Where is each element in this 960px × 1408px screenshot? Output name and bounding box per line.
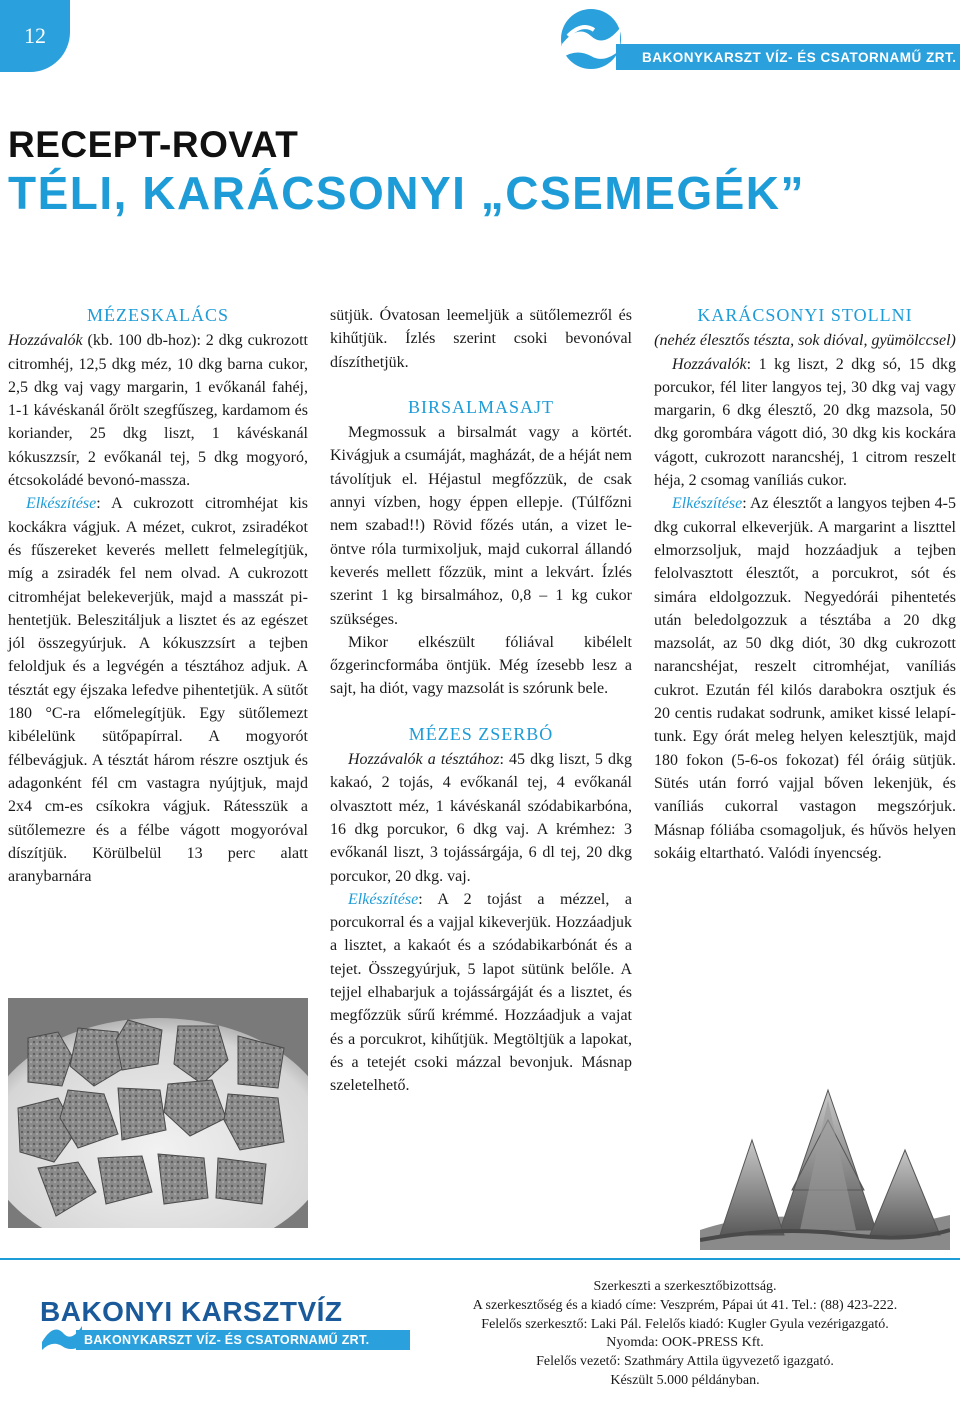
birsal-paragraph-1: Megmossuk a birsalmát vagy a körtét. Kivágjuk a csumáját, magházát, de a héját nem távolítjuk el. Héjastul megfőzzük, de csak annyi vízben, hogy éppen ellepje. (Túlfőzni nem szabad!!) Rövid főzés után, a vizet leöntve róla turmixoljuk, majd cukorral állandó keverés mellett főzzük, mint a lekvárt. Ízlés szerint 1 kg birsalmához, 0,8 – 1 kg cukor szükséges. xyxy=(330,424,632,628)
imprint-line: Szerkeszti a szerkesztőbizottság. xyxy=(593,1279,777,1294)
zserbo-method-paragraph xyxy=(330,888,632,1098)
continuation-paragraph: sütjük. Óvatosan leemeljük a sütőlemezről és kihűtjük. Ízlés szerint csoki bevonóval díszíthetjük. xyxy=(330,307,632,371)
zserbo-method-label: Elkészítése xyxy=(348,890,419,908)
imprint-line: A szerkesztőség és a kiadó címe: Veszprém, Pápai út 41. Tel.: (88) 423-222. xyxy=(472,1297,898,1313)
stollni-ingredients-label: Hozzávalók xyxy=(672,355,747,373)
recipe-heading-stollni: KARÁCSONYI STOLLNI xyxy=(697,305,913,325)
page-title: TÉLI, KARÁCSONYI „CSEMEGÉK” xyxy=(8,167,806,219)
page-number: 12 xyxy=(0,0,70,72)
imprint-line: Nyomda: OOK-PRESS Kft. xyxy=(606,1335,764,1351)
stollni-ingredients-paragraph xyxy=(654,353,956,493)
zserbo-ingredients-text: : 45 dkg liszt, 5 dkg kakaó, 2 tojás, 4 evőkanál tej, 4 evőkanál olvasztott méz, 1 kávéskanál szódabikarbóna, 16 dkg porcukor, 6 dkg vaj. A krémhez: 3 evőkanál liszt, 3 tojássárgája, 6 dl tej, 20 dkg porcukor, 20 dkg. vaj. xyxy=(330,751,633,885)
recipe-heading-birsalmasajt: BIRSALMASAJT xyxy=(407,396,555,417)
recipe-heading-mezeskalacs: MÉZESKALÁCS xyxy=(86,305,229,325)
stollni-method-paragraph xyxy=(654,492,956,865)
method-label: Elkészítése xyxy=(26,495,97,513)
column-stollni xyxy=(654,304,956,865)
stollni-method-text: : Az élesztőt a langyos tejben 4-5 dkg cukorral elkeverjük. A margarint a liszttel elmorzsoljuk, majd hozzáadjuk a tejben felolvasztott élesztőt, a porcukrot, sót és simára eldolgozzuk. Negyedórái pihentetés után beledolgozzuk a tésztába a 20 dkg mazsolát, az 50 dkg diót, 30 dkg cukrozott narancshéjat, reszelt citromhéjat, vaníliás cukrot. Ezután fél kilós darabokra osztjuk és 20 centis rudakat sodrunk, amiket kissé lelapítunk. Egy órát meleg helyen kelesztjük, majd 180 fokon (5-6-os fokozat) fél óráig sütjük. Sütés után forró vajjal bőven lekenjük, és vaníliás cukorral vastagon megszórjuk. Másnap fóliába csomagoljuk, és hűvös helyen sokáig eltartható. Valódi ínyencség. xyxy=(654,495,956,862)
column-mezeskalacs xyxy=(8,304,308,888)
method-text: : A cukrozott citromhéjat kis kockákra vágjuk. A mézet, cukrot, zsiradékot és fűszereket keverés mellett felmelegítjük, míg a zsiradék fel nem olvad. A cukrozott citromhéjat belekeverjük, majd a masszát pihentetjük. Beleszitáljuk a lisztet és az egészet jól összegyúrjuk. A kókuszzsírt a tejben feloldjuk és a legvégén a tésztához adjuk. A tésztát egy éjszaka lefedve pihentetjük. A sütőt 180 °C-ra előmelegítjük. Egy sütőlemezt kibélelünk sütőpapírral. A mogyorót félbevágjuk. A tésztát három részre osztjuk és adagonként fél cm vastagra nyújtjuk, majd 2x4 cm-es csíkokra vágjuk. Rátesszük a sütőlemezre és a félbe vágott mogyoróval díszítjük. Körülbelül 13 perc alatt aranybarnára xyxy=(8,495,308,886)
ingredients-paragraph xyxy=(8,329,308,492)
imprint xyxy=(420,1278,950,1391)
footer-logo-bar: BAKONYKARSZT VÍZ- ÉS CSATORNAMŰ ZRT. xyxy=(76,1330,410,1350)
imprint-line: Felelős szerkesztő: Laki Pál. Felelős kiadó: Kugler Gyula vezérigazgató. xyxy=(481,1316,889,1332)
method-paragraph xyxy=(8,492,308,888)
footer-logo-title: BAKONYI KARSZTVÍZ xyxy=(40,1296,343,1327)
zserbo-ingredients-label: Hozzávalók a tésztához xyxy=(348,751,500,769)
zserbo-ingredients-paragraph xyxy=(330,748,632,888)
christmas-trees-illustration xyxy=(700,1080,950,1250)
imprint-line: Felelős vezető: Szathmáry Attila ügyvezető igazgató. xyxy=(536,1354,834,1370)
column-birsalma-zserbo xyxy=(330,304,632,1098)
stollni-method-label: Elkészítése xyxy=(672,495,743,513)
ingredients-text: (kb. 100 db-hoz): 2 dkg cukrozott citromhéj, 12,5 dkg méz, 10 dkg barna cukor, 2,5 dkg vaj vagy margarin, 1 evőkanál fahéj, 1-1 kávéskanál őrölt szegfűszeg, kardamom és koriander, 25 dkg liszt, 1 kávéskanál kókuszzsír, 2 evőkanál tej, 5 dkg mogyoró, étcsokoládé bevonó-massza. xyxy=(8,332,308,490)
zserbo-method-text: : A 2 tojást a mézzel, a porcukorral és a vajjal kikeverjük. Hozzáadjuk a lisztet, a kakaót és a szódabikarbónát és a tejet. Összegyúrjuk, 5 lapot sütünk belőle. A tejjel elhabarjuk a tojássárgáját és a lisztet, és megfőzzük sűrű krémmé. Hozzáadjuk a vajat és a porcukrot, kihűtjük. Megtöltjük a lapokat, és a tetejét csoki mázzal bevonjuk. Másnap szeletelhető. xyxy=(330,890,632,1095)
birsal-paragraph-2: Mikor elkészült fóliával kibélelt őzgerincformába öntjük. Még ízesebb lesz a sajt, ha diót, vagy mazsolát is szórunk bele. xyxy=(330,633,632,698)
gingerbread-cookies-photo xyxy=(8,998,308,1228)
imprint-line: Készült 5.000 példányban. xyxy=(610,1372,760,1388)
brand-bar: BAKONYKARSZT VÍZ- ÉS CSATORNAMŰ ZRT. xyxy=(616,44,960,70)
footer-divider xyxy=(0,1258,960,1260)
recipe-heading-zserbo: MÉZES ZSERBÓ xyxy=(408,723,554,744)
stollni-subtitle: (nehéz élesztős tészta, sok dióval, gyümölccsel) xyxy=(654,332,956,350)
stollni-ingredients-text: : 1 kg liszt, 2 dkg só, 15 dkg porcukor, fél liter langyos tej, 30 dkg vaj vagy margarin, 6 dkg élesztő, 20 dkg mazsola, 50 dkg gorombára vágott dió, 30 dkg kis kockára vágott, cukrozott narancshéj, 1 citrom reszelt héja, 2 csomag vaníliás cukor. xyxy=(654,355,956,490)
ingredients-label: Hozzávalók xyxy=(8,332,83,350)
section-label: RECEPT-ROVAT xyxy=(8,124,299,165)
